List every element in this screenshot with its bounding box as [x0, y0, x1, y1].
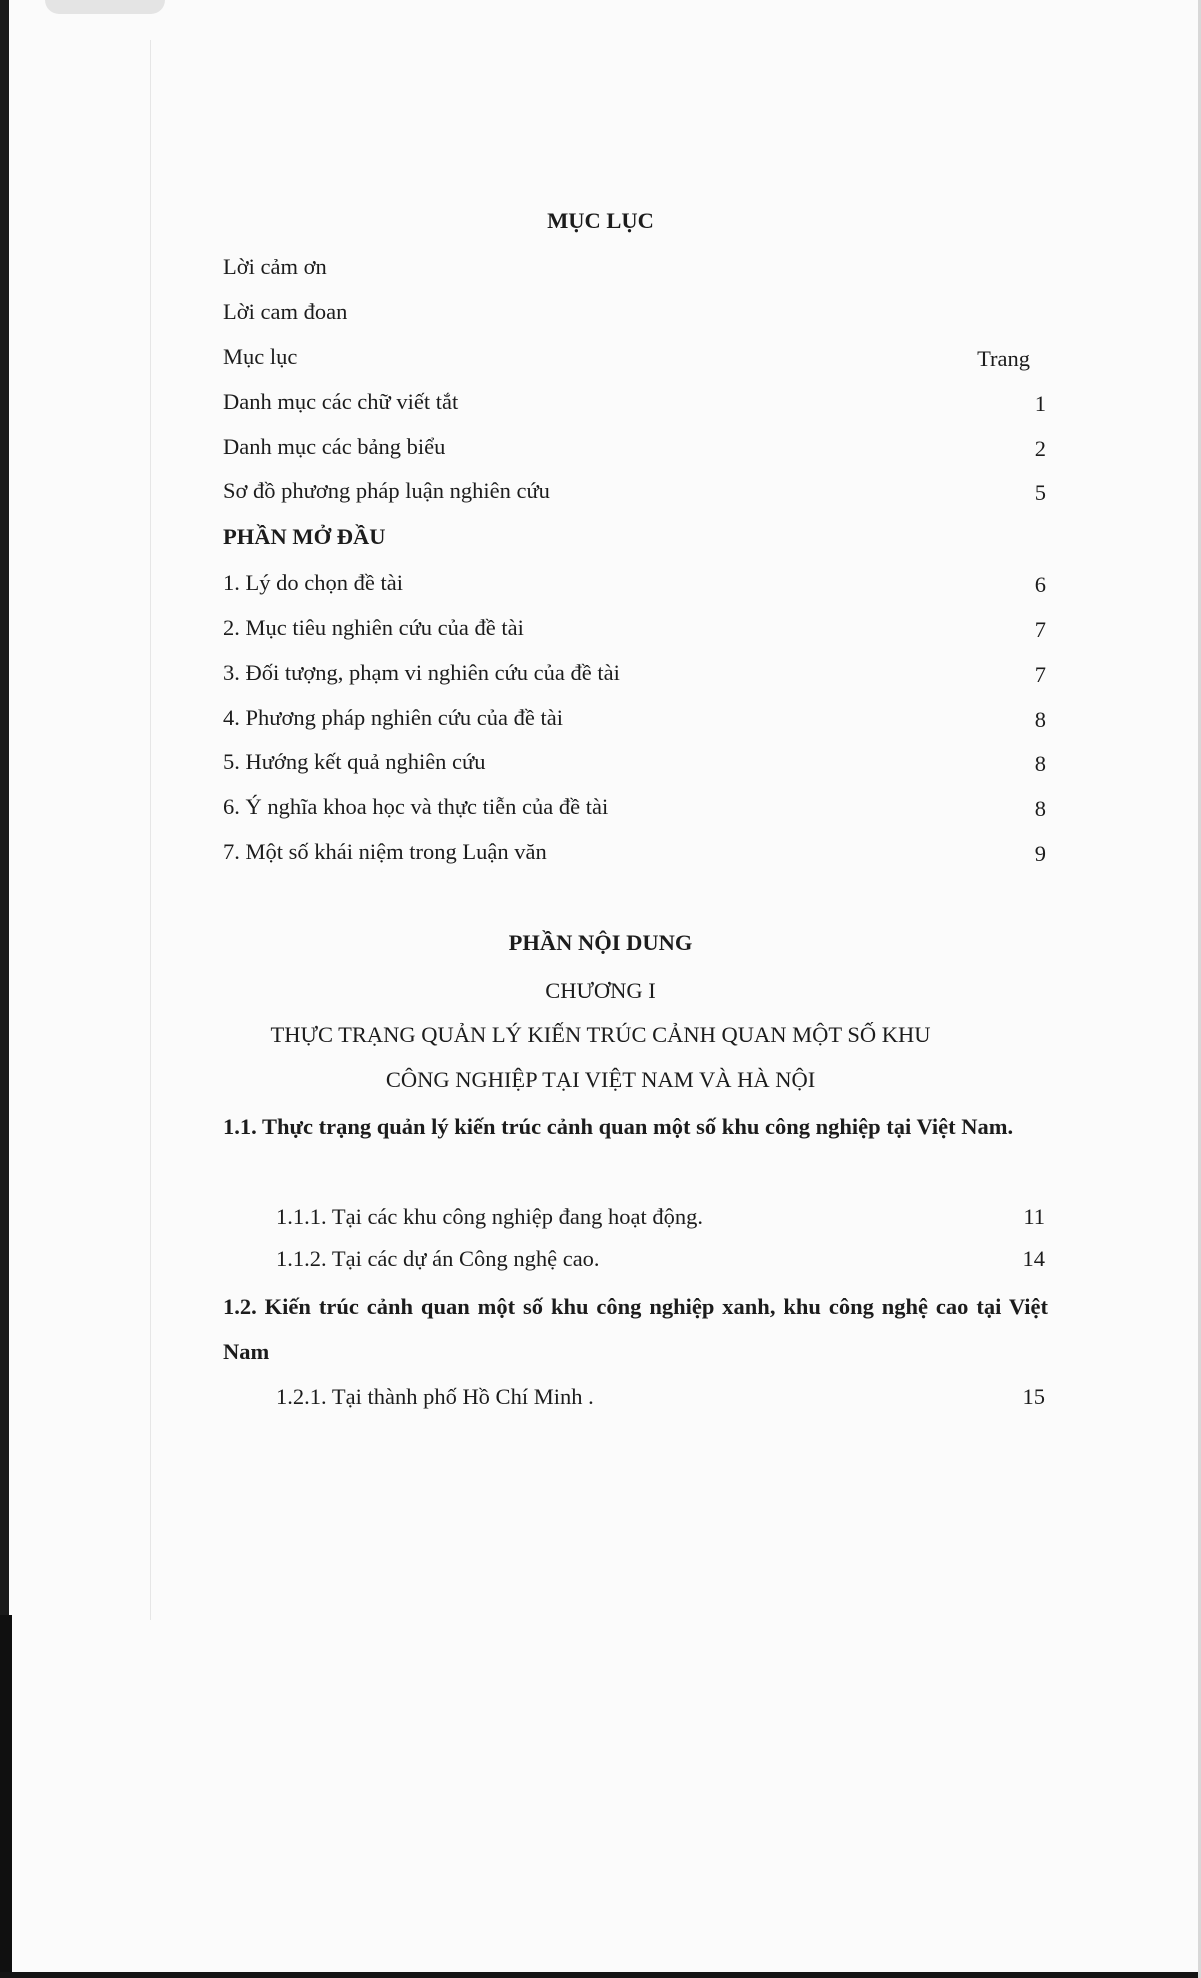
- toc-entry: 7. Một số khái niệm trong Luận văn: [223, 839, 547, 864]
- toc-page-number: 2: [1034, 436, 1046, 461]
- scan-left-shadow: [0, 1615, 12, 1978]
- chapter-label: CHƯƠNG I: [545, 978, 656, 1003]
- toc-page-number: 5: [1034, 480, 1046, 505]
- page-fold-line: [150, 40, 151, 1620]
- toc-page-number: 9: [1034, 841, 1046, 866]
- toc-page-number: 8: [1034, 796, 1046, 821]
- toc-entry-methodology-diagram: Sơ đồ phương pháp luận nghiên cứu: [223, 478, 550, 503]
- toc-entry-declaration: Lời cam đoan: [223, 299, 348, 324]
- scan-bottom-border: [0, 1972, 1201, 1978]
- section-heading-intro: PHẦN MỞ ĐẦU: [223, 524, 386, 549]
- toc-entry: 1. Lý do chọn đề tài: [223, 570, 403, 595]
- toc-entry-tables: Danh mục các bảng biểu: [223, 434, 446, 459]
- toc-entry-acknowledgements: Lời cảm ơn: [223, 254, 327, 279]
- toc-entry: 2. Mục tiêu nghiên cứu của đề tài: [223, 615, 524, 640]
- toc-page-number: 8: [1034, 751, 1046, 776]
- toc-page-number: 8: [1034, 707, 1046, 732]
- toc-entry: 5. Hướng kết quả nghiên cứu: [223, 749, 486, 774]
- toc-entry-contents: Mục lục: [223, 344, 298, 369]
- toc-page-number: 7: [1034, 617, 1046, 642]
- toc-page-number: 14: [1022, 1246, 1045, 1271]
- toc-entry: 4. Phương pháp nghiên cứu của đề tài: [223, 705, 563, 730]
- toc-title: MỤC LỤC: [547, 208, 654, 233]
- toc-page-number: 6: [1034, 572, 1046, 597]
- toc-page-number: 7: [1034, 662, 1046, 687]
- page-column-header: Trang: [977, 346, 1030, 371]
- scan-smudge: [45, 0, 165, 14]
- section-1-2-title: 1.2. Kiến trúc cảnh quan một số khu công nghiệp xanh, khu công nghệ cao tại Việt Nam: [223, 1294, 1048, 1364]
- toc-subentry: 1.2.1. Tại thành phố Hồ Chí Minh .: [276, 1384, 594, 1409]
- section-1-1-title: 1.1. Thực trạng quản lý kiến trúc cảnh quan một số khu công nghiệp tại Việt Nam.: [223, 1114, 1014, 1139]
- toc-subentry: 1.1.2. Tại các dự án Công nghệ cao.: [276, 1246, 600, 1271]
- toc-subentry: 1.1.1. Tại các khu công nghiệp đang hoạt động.: [276, 1204, 703, 1229]
- chapter-title-line-2: CÔNG NGHIỆP TẠI VIỆT NAM VÀ HÀ NỘI: [385, 1067, 816, 1092]
- toc-entry: 6. Ý nghĩa khoa học và thực tiễn của đề tài: [223, 794, 609, 819]
- toc-page-number: 1: [1034, 391, 1046, 416]
- toc-entry: 3. Đối tượng, phạm vi nghiên cứu của đề tài: [223, 660, 620, 685]
- chapter-title-line-1: THỰC TRẠNG QUẢN LÝ KIẾN TRÚC CẢNH QUAN MỘT SỐ KHU: [270, 1022, 931, 1047]
- toc-page-number: 15: [1022, 1384, 1045, 1409]
- section-heading-content: PHẦN NỘI DUNG: [508, 930, 693, 955]
- toc-entry-abbreviations: Danh mục các chữ viết tắt: [223, 389, 459, 414]
- toc-page-number: 11: [1023, 1204, 1045, 1229]
